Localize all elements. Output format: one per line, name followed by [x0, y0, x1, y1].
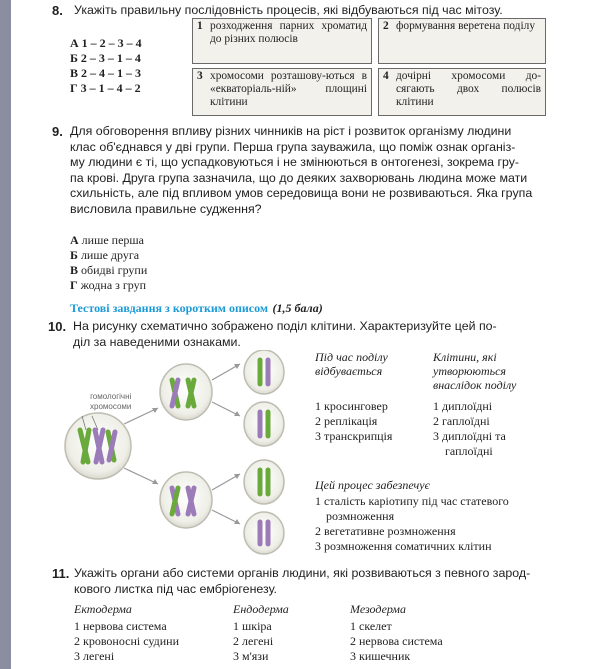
daughter-cell-4 [244, 512, 284, 554]
q8-answer-d: Г 3 – 1 – 4 – 2 [70, 81, 141, 95]
q9-number: 9. [52, 124, 63, 139]
cell-division-figure [62, 350, 312, 555]
q10-col3-title: Цей процес забезпечує [315, 478, 430, 492]
homologous-label: гомологічні хромосоми [90, 392, 132, 411]
q10-col2-title: Клітини, які утворюються внаслідок поділу [433, 350, 517, 392]
q8-cell-1: 1 розходження парних хроматид до різних полюсів [192, 18, 372, 64]
q10-col3-items: 1 сталість каріотипу під час статевого розмноження 2 вегетативне розмноження 3 розмноження соматичних клітин [315, 494, 509, 553]
q8-cell-4: 4 дочірні хромосоми до-сягають двох полюсів клітини [378, 68, 546, 116]
q8-text: Укажіть правильну послідовність процесів, які відбуваються під час мітозу. [74, 3, 503, 17]
q11-col-endoderm-title: Ендодерма [233, 602, 289, 616]
q10-col2-items: 1 диплоїдні 2 гаплоїдні 3 диплоїдні та гаплоїдні [433, 399, 506, 458]
daughter-cell-2 [244, 402, 284, 446]
q10-col1-items: 1 кросинговер 2 реплікація 3 транскрипція [315, 399, 393, 443]
cell-division-svg [62, 350, 312, 555]
daughter-cell-1 [244, 350, 284, 394]
q10-number: 10. [48, 319, 67, 334]
q10-text: На рисунку схематично зображено поділ клітини. Характеризуйте цей по- діл за наведеними ознаками. [73, 319, 497, 349]
intermediate-cell-2 [160, 472, 212, 528]
q11-col-mesoderm-items: 1 скелет 2 нервова система 3 кишечник [350, 619, 443, 663]
q8-answer-b: Б 2 – 3 – 1 – 4 [70, 51, 141, 65]
q9-option-b: Б лише друга [70, 248, 140, 262]
q9-option-c: В обидві групи [70, 263, 148, 277]
section-header: Тестові завдання з коротким описом (1,5 бала) [70, 301, 323, 315]
page-edge-bar [0, 0, 11, 669]
q9-option-d: Г жодна з груп [70, 278, 147, 292]
q11-col-ectoderm-title: Ектодерма [74, 602, 132, 616]
arrow-2 [124, 468, 158, 484]
q8-number: 8. [52, 3, 63, 18]
daughter-cell-3 [244, 460, 284, 504]
q9-option-a: А лише перша [70, 233, 144, 247]
q9-text: Для обговорення впливу різних чинників на ріст і розвиток організму людини клас об'єднався у дві групи. Перша група зауважила, що поміж ознак організ- му людини є ті, що успадковуються і не змінюються в онтогенезі, зокрема гру- па крові. Друга група зазначила, що до деяких захворювань людина може мати схильність, але під впливом умов середовища вони не розвиваються. Яка група висловила правильне судження? [70, 124, 533, 216]
parent-cell [65, 413, 131, 479]
q11-text: Укажіть органи або системи органів людини, які розвиваються з певного зарод- кового листка під час ембріогенезу. [74, 566, 531, 596]
q8-cell-3: 3 хромосоми розташову-ються в «екваторіаль-ній» площині клітини [192, 68, 372, 116]
q8-answer-c: В 2 – 4 – 1 – 3 [70, 66, 142, 80]
q11-col-endoderm-items: 1 шкіра 2 легені 3 м'язи [233, 619, 274, 663]
intermediate-cell-1 [160, 364, 212, 420]
q10-col1-title: Під час поділу відбувається [315, 350, 388, 378]
q11-col-ectoderm-items: 1 нервова система 2 кровоносні судини 3 легені [74, 619, 179, 663]
q8-cell-2: 2 формування веретена поділу [378, 18, 546, 64]
q11-col-mesoderm-title: Мезодерма [350, 602, 406, 616]
q11-number: 11. [52, 566, 70, 581]
q8-answer-a: А 1 – 2 – 3 – 4 [70, 36, 142, 50]
